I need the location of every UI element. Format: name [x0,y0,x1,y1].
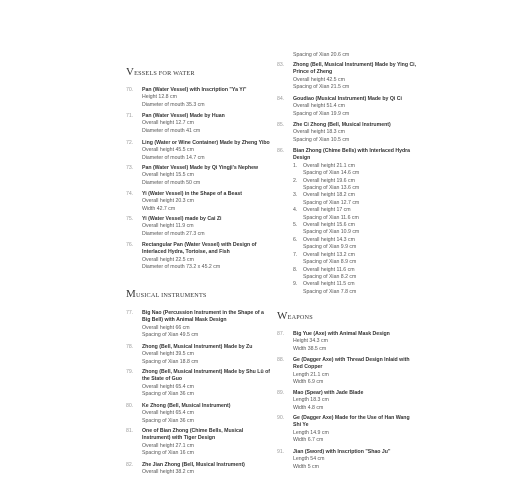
bell-item-number: 8. [293,266,298,273]
entry-number: 77. [126,310,134,316]
bell-spacing: Spacing of Xian 8.2 cm [303,273,357,280]
entry-detail: Spacing of Xian 49.5 cm [142,332,199,339]
entry-number: 72. [126,140,134,146]
bell-spacing: Spacing of Xian 10.9 cm [303,229,360,236]
entry-detail: Width 4.8 cm [293,404,324,411]
bell-item [293,207,417,214]
bell-spacing: Spacing of Xian 8.9 cm [303,259,357,266]
catalog-entry [277,122,417,144]
entry-detail: Length 21.1 cm [293,371,329,378]
catalog-entry [126,191,272,213]
entry-detail: Spacing of Xian 16 cm [142,450,194,457]
catalog-entry [277,96,417,118]
entry-detail: Overall height 11.9 cm [142,223,194,230]
entry-detail: Overall height 65.4 cm [142,383,194,390]
entry-title: Jian (Sword) with Inscription "Shao Ju" [293,449,391,455]
catalog-entry [126,140,272,162]
entry-number: 87. [277,331,285,337]
entry-detail: Diameter of mouth 35.3 cm [142,101,205,108]
entry-detail: Length 18.3 cm [293,397,329,404]
entry-title: One of Bian Zhong (Chime Bells, Musical Instrument) with Tiger Design [142,428,244,442]
entry-number: 74. [126,191,134,197]
entry-number: 79. [126,369,134,375]
entry-number: 73. [126,165,134,171]
catalog-entry [126,113,272,135]
catalog-entry-continued [277,52,417,59]
bell-height: Overall height 11.5 cm [303,281,355,288]
entry-title: Rectangular Pan (Water Vessel) with Design of Interlaced Hydra, Tortoise, and Fish [142,242,257,256]
entry-detail: Overall height 51.4 cm [293,103,345,110]
bell-spacing: Spacing of Xian 9.9 cm [303,244,357,251]
bell-height: Overall height 14.3 cm [303,236,355,243]
entry-detail: Spacing of Xian 36 cm [142,417,194,424]
entry-detail: Overall height 12.7 cm [142,120,194,127]
bell-height: Overall height 15.6 cm [303,222,355,229]
entry-title: Big Nao (Percussion Instrument in the Shape of a Big Bell) with Animal Mask Design [142,310,264,324]
entry-detail: Height 34.3 cm [293,338,328,345]
entry-detail: Width 38.5 cm [293,345,327,352]
bell-height: Overall height 18.2 cm [303,192,355,199]
catalog-entry [126,428,272,458]
catalog-entry [277,449,417,471]
entry-detail: Overall height 18.3 cm [293,129,345,136]
entry-detail: Height 12.8 cm [142,94,177,101]
catalog-entry [126,403,272,425]
entry-detail: Spacing of Xian 20.6 cm [293,52,350,58]
entry-detail: Overall height 45.5 cm [142,147,194,154]
bell-height: Overall height 13.2 cm [303,251,355,258]
entry-number: 78. [126,344,134,350]
entry-title: Zhe Ci Zhong (Bell, Musical Instrument) [293,122,391,128]
entry-title: Zhe Jian Zhong (Bell, Musical Instrument) [142,462,245,468]
catalog-entry [126,165,272,187]
entry-number: 84. [277,96,285,102]
entry-detail: Overall height 15.5 cm [142,172,194,179]
entry-title: Zhong (Bell, Musical Instrument) Made by Shu Lü of the State of Guo [142,369,270,383]
bell-item-number: 2. [293,177,298,184]
entry-number: 90. [277,415,285,421]
bell-spacing: Spacing of Xian 12.7 cm [303,199,360,206]
entry-number: 91. [277,449,285,455]
entry-title: Yi (Water Vessel) made by Cai Zi [142,216,222,222]
bell-height: Overall height 11.6 cm [303,266,355,273]
bell-item [293,252,417,259]
section-heading-music: MUSICAL INSTRUMENTS [126,288,207,300]
entry-title: Zhong (Bell, Musical Instrument) Made by Zu [142,344,253,350]
entry-number: 80. [126,403,134,409]
section-heading-weapons: WEAPONS [277,310,313,322]
bell-item-number: 1. [293,162,298,169]
entry-detail: Spacing of Xian 18.8 cm [142,358,199,365]
entry-title: Yi (Water Vessel) in the Shape of a Beast [142,191,242,197]
entry-detail: Width 5 cm [293,463,319,470]
section-heading-vessels: VESSELS FOR WATER [126,66,195,78]
catalog-entry [126,344,272,366]
entry-number: 82. [126,462,134,468]
bell-item-number: 7. [293,251,298,258]
bell-spacing: Spacing of Xian 13.6 cm [303,185,360,192]
bell-item-number: 4. [293,207,298,214]
catalog-entry [126,310,272,340]
bell-item-number: 9. [293,281,298,288]
catalog-entry [126,87,272,109]
bell-item [293,178,417,185]
catalog-entry [277,331,417,353]
bell-item [293,281,417,288]
bell-item [293,192,417,199]
entry-detail: Overall height 39.5 cm [142,351,194,358]
bell-item-number: 3. [293,192,298,199]
entry-detail: Overall height 65.4 cm [142,410,194,417]
entry-detail: Overall height 27.1 cm [142,442,194,449]
entry-number: 71. [126,113,134,119]
entry-detail: Diameter of mouth 50 cm [142,179,201,186]
bell-item [293,267,417,274]
entry-detail: Diameter of mouth 73.2 x 45.2 cm [142,264,221,271]
entry-number: 86. [277,148,285,154]
catalog-entry [126,369,272,399]
entry-number: 89. [277,390,285,396]
catalog-entry [277,390,417,412]
entry-detail: Overall height 42.5 cm [293,76,345,83]
entry-number: 81. [126,428,134,434]
entry-title: Ge (Dagger Axe) Made for the Use of Han Wang Shi Ye [293,415,410,429]
entry-detail: Width 6.7 cm [293,437,324,444]
entry-detail: Length 14.9 cm [293,429,329,436]
entry-detail: Overall height 22.5 cm [142,256,194,263]
catalog-entry [277,62,417,92]
entry-detail: Diameter of mouth 41 cm [142,127,201,134]
entry-title: Bian Zhong (Chime Bells) with Interlaced Hydra Design [293,148,411,162]
entry-number: 76. [126,242,134,248]
bell-spacing: Spacing of Xian 14.6 cm [303,170,360,177]
entry-title: Pan (Water Vessel) with Inscription "Ya Yi" [142,87,247,93]
entry-detail: Spacing of Xian 36 cm [142,391,194,398]
entry-detail: Diameter of mouth 14.7 cm [142,154,205,161]
bell-item [293,163,417,170]
bell-spacing: Spacing of Xian 11.6 cm [303,214,359,221]
entry-detail: Width 42.7 cm [142,205,176,212]
bell-item-number: 5. [293,222,298,229]
entry-title: Ge (Dagger Axe) with Thread Design Inlaid with Red Copper [293,357,410,371]
entry-detail: Spacing of Xian 19.9 cm [293,110,350,117]
entry-number: 75. [126,216,134,222]
entry-detail: Spacing of Xian 21.5 cm [293,84,350,91]
bell-height: Overall height 19.6 cm [303,177,355,184]
catalog-entry [126,242,272,272]
entry-title: Ke Zhong (Bell, Musical Instrument) [142,403,231,409]
entry-number: 85. [277,122,285,128]
entry-detail: Width 6.9 cm [293,379,324,386]
catalog-entry [277,357,417,387]
bell-spacing: Spacing of Xian 7.8 cm [303,288,357,295]
entry-detail: Overall height 38.2 cm [142,469,194,476]
entry-detail: Length 54 cm [293,456,325,463]
entry-detail: Diameter of mouth 27.3 cm [142,230,205,237]
entry-title: Pan (Water Vessel) Made by Qi Yingji's Nephew [142,165,259,171]
entry-detail: Overall height 20.3 cm [142,198,194,205]
bell-height: Overall height 21.1 cm [303,162,355,169]
entry-detail: Spacing of Xian 10.5 cm [293,136,350,143]
catalog-entry-bian-zhong [277,148,417,296]
entry-number: 83. [277,62,285,68]
entry-number: 70. [126,87,134,93]
bell-item-number: 6. [293,236,298,243]
bell-item [293,237,417,244]
entry-title: Goudiao (Musical Instrument) Made by Qi Ci [293,96,402,102]
entry-number: 88. [277,357,285,363]
bell-height: Overall height 17 cm [303,207,351,214]
catalog-entry [277,415,417,445]
entry-title: Big Yue (Axe) with Animal Mask Design [293,331,390,337]
catalog-entry [126,216,272,238]
entry-title: Ling (Water or Wine Container) Made by Zheng Yibo [142,140,270,146]
entry-title: Zhong (Bell, Musical Instrument) Made by Ying Ci, Prince of Zheng [293,62,417,76]
entry-title: Pan (Water Vessel) Made by Huan [142,113,225,119]
catalog-entry [126,462,272,477]
bell-item [293,222,417,229]
entry-detail: Overall height 66 cm [142,324,190,331]
entry-title: Mao (Spear) with Jade Blade [293,390,364,396]
